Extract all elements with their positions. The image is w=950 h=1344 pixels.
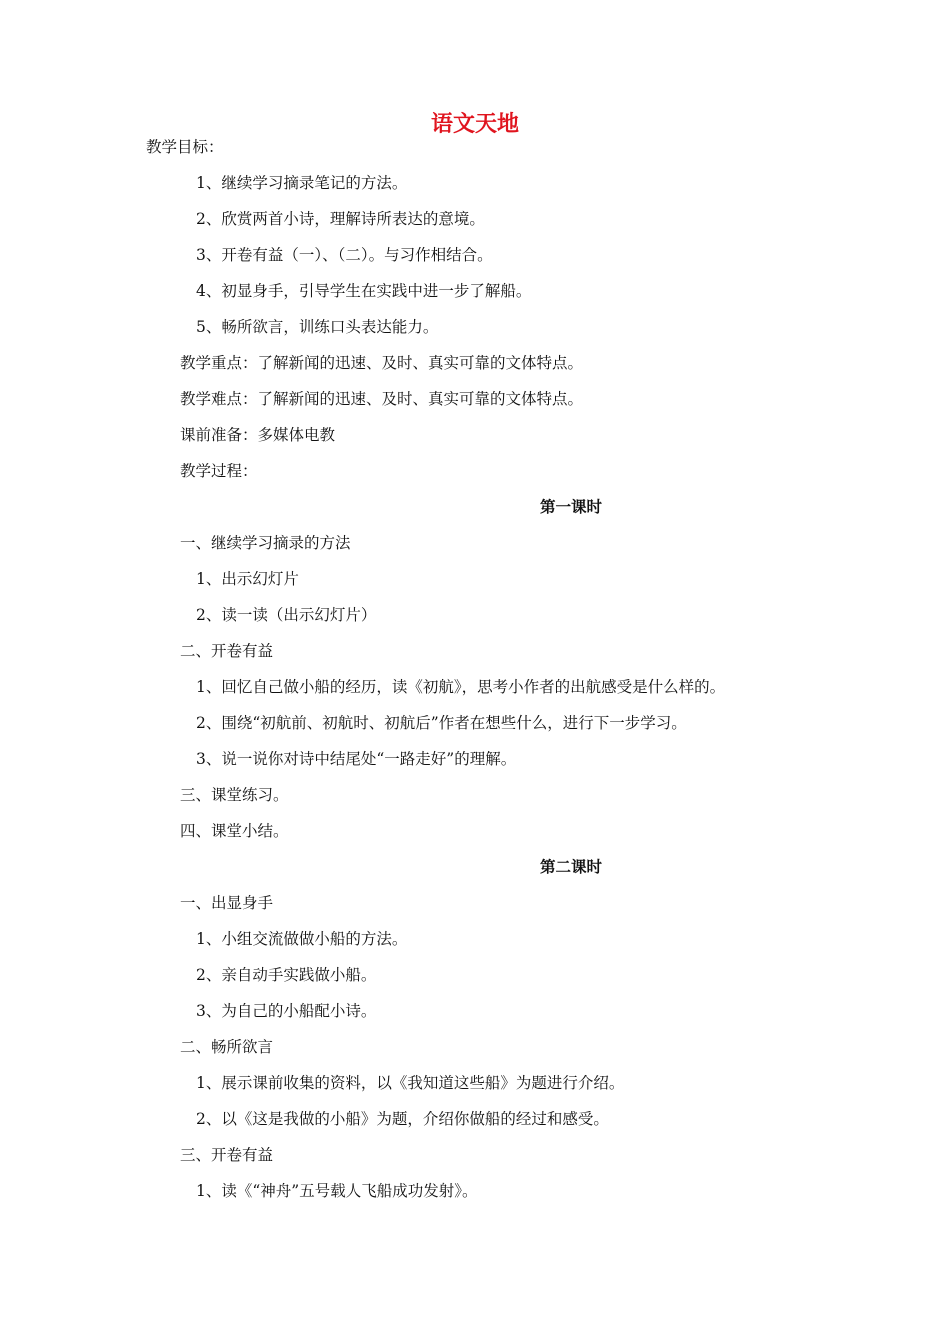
objectives-label: 教学目标： (146, 138, 224, 156)
document-title: 语文天地 (430, 111, 519, 137)
section-heading: 一、出显身手 (180, 894, 274, 912)
objective-item: 5、畅所欲言，训练口头表达能力。 (196, 318, 439, 336)
section-heading: 二、畅所欲言 (180, 1038, 274, 1056)
list-item: 1、展示课前收集的资料，以《我知道这些船》为题进行介绍。 (196, 1074, 625, 1092)
list-item: 1、读《“神舟”五号载人飞船成功发射》。 (196, 1182, 478, 1200)
section-heading: 二、开卷有益 (180, 642, 274, 660)
section-heading: 三、课堂练习。 (180, 786, 289, 804)
key-point: 教学重点：了解新闻的迅速、及时、真实可靠的文体特点。 (180, 354, 584, 372)
list-item: 1、回忆自己做小船的经历，读《初航》，思考小作者的出航感受是什么样的。 (196, 678, 726, 696)
difficult-point: 教学难点：了解新闻的迅速、及时、真实可靠的文体特点。 (180, 390, 584, 408)
section-heading: 一、继续学习摘录的方法 (180, 534, 351, 552)
list-item: 1、出示幻灯片 (196, 570, 299, 588)
list-item: 3、为自己的小船配小诗。 (196, 1002, 377, 1020)
list-item: 2、亲自动手实践做小船。 (196, 966, 377, 984)
process-label: 教学过程： (180, 462, 258, 480)
section-heading: 三、开卷有益 (180, 1146, 274, 1164)
preparation: 课前准备：多媒体电教 (180, 426, 336, 444)
objective-item: 4、初显身手，引导学生在实践中进一步了解船。 (196, 282, 532, 300)
list-item: 2、读一读（出示幻灯片） (196, 606, 377, 624)
lesson2-heading: 第二课时 (539, 857, 602, 876)
list-item: 2、以《这是我做的小船》为题，介绍你做船的经过和感受。 (196, 1110, 609, 1128)
lesson1-heading: 第一课时 (539, 497, 602, 516)
list-item: 3、说一说你对诗中结尾处“一路走好”的理解。 (196, 750, 517, 768)
list-item: 2、围绕“初航前、初航时、初航后”作者在想些什么，进行下一步学习。 (196, 714, 687, 732)
section-heading: 四、课堂小结。 (180, 822, 289, 840)
objective-item: 2、欣赏两首小诗，理解诗所表达的意境。 (196, 210, 485, 228)
objective-item: 3、开卷有益（一）、（二）。与习作相结合。 (196, 246, 493, 264)
objective-item: 1、继续学习摘录笔记的方法。 (196, 174, 408, 192)
list-item: 1、小组交流做做小船的方法。 (196, 930, 408, 948)
